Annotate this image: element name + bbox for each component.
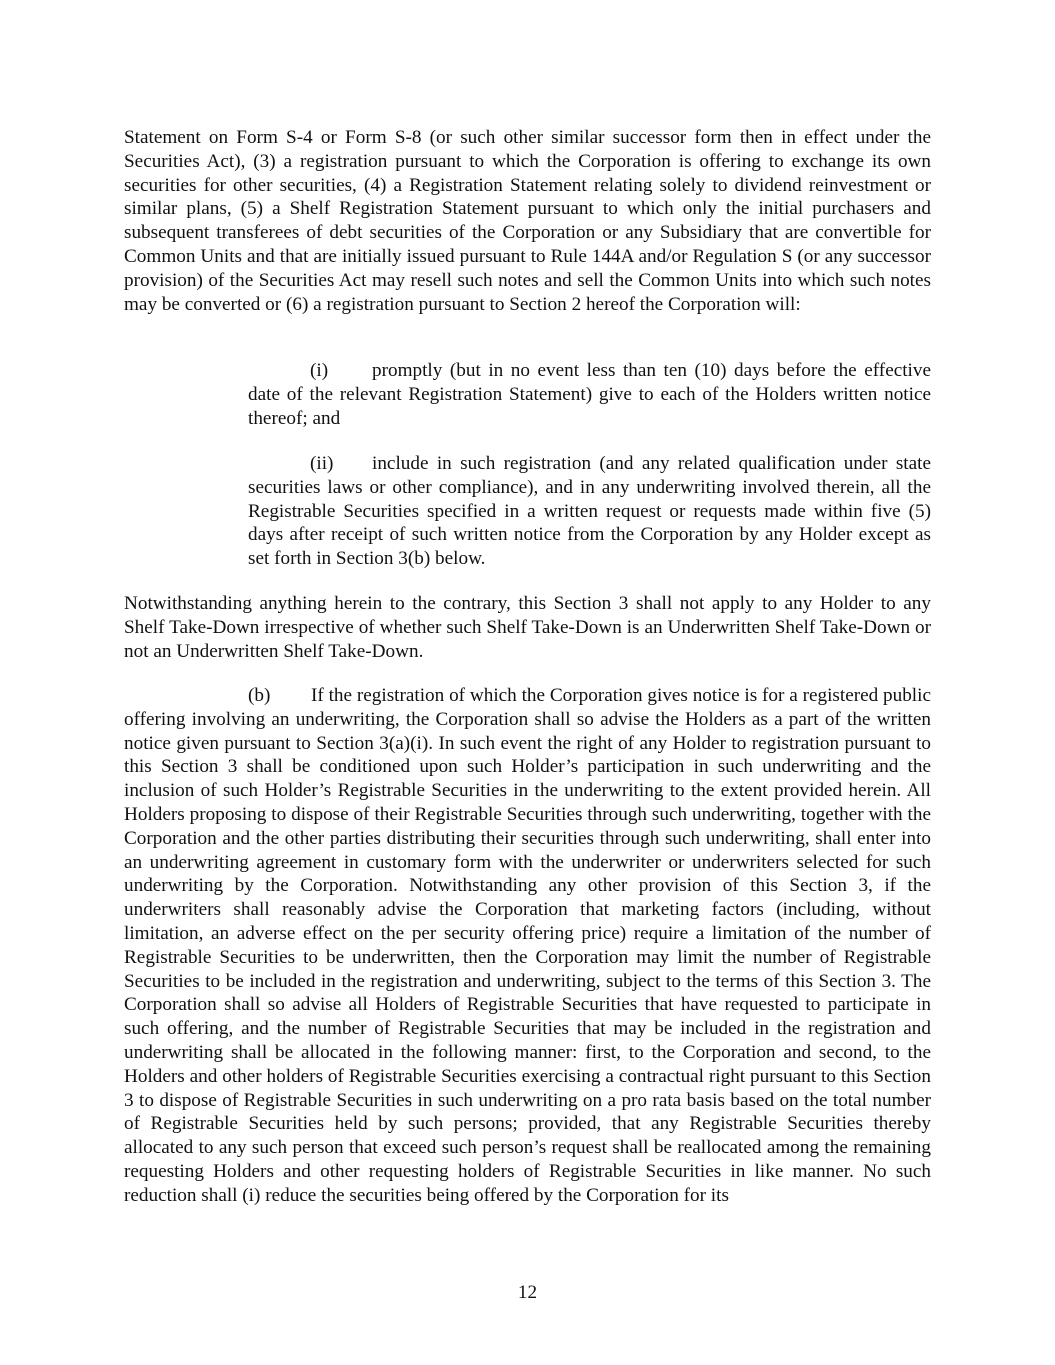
clause-text: include in such registration (and any related qualification under state securities laws or other compliance), and in any underwriting involved therein, all the Registrable Securities specified in a written request or requests made within five (5) days after receipt of such written notice from the Corporation by any Holder except as set forth in Section 3(b) below.	[248, 453, 931, 570]
paragraph-text: If the registration of which the Corporation gives notice is for a registered public offering involving an underwriting, the Corporation shall so advise the Holders as a part of the written notice given pursuant to Section 3(a)(i). In such event the right of any Holder to registration pursuant to this Section 3 shall be conditioned upon such Holder’s participation in such underwriting and the inclusion of such Holder’s Registrable Securities in the underwriting to the extent provided herein. All Holders proposing to dispose of their Registrable Securities through such underwriting, together with the Corporation and the other parties distributing their securities through such underwriting, shall enter into an underwriting agreement in customary form with the underwriter or underwriters selected for such underwriting by the Corporation. Notwithstanding any other provision of this Section 3, if the underwriters shall reasonably advise the Corporation that marketing factors (including, without limitation, an adverse effect on the per security offering price) require a limitation of the number of Registrable Securities to be underwritten, then the Corporation may limit the number of Registrable Securities to be included in the registration and underwriting, subject to the terms of this Section 3. The Corporation shall so advise all Holders of Registrable Securities that have requested to participate in such offering, and the number of Registrable Securities that may be included in the registration and underwriting shall be allocated in the following manner: first, to the Corporation and second, to the Holders and other holders of Registrable Securities exercising a contractual right pursuant to this Section 3 to dispose of Registrable Securities in such underwriting on a pro rata basis based on the total number of Registrable Securities held by such persons; provided, that any Registrable Securities thereby allocated to any such person that exceed such person’s request shall be reallocated among the remaining requesting Holders and other requesting holders of Registrable Securities in like manner. No such reduction shall (i) reduce the securities being offered by the Corporation for its	[124, 685, 931, 1206]
page-number: 12	[517, 1282, 538, 1303]
section-b-underwriting	[124, 684, 931, 1208]
clause-i-notice	[248, 359, 931, 430]
paragraph-form-exclusions	[124, 126, 931, 316]
clause-marker: (b)	[248, 685, 271, 706]
clause-ii-include	[248, 452, 931, 571]
paragraph-notwithstanding	[124, 592, 931, 663]
paragraph-text: Notwithstanding anything herein to the contrary, this Section 3 shall not apply to any Holder to any Shelf Take-Down irrespective of whether such Shelf Take-Down is an Underwritten Shelf Take-Down or not an Underwritten Shelf Take-Down.	[124, 593, 931, 662]
clause-text: promptly (but in no event less than ten (10) days before the effective date of the relevant Registration Statement) give to each of the Holders written notice thereof; and	[248, 360, 931, 429]
clause-marker: (i)	[310, 360, 329, 381]
paragraph-text: Statement on Form S-4 or Form S-8 (or such other similar successor form then in effect under the Securities Act), (3) a registration pursuant to which the Corporation is offering to exchange its own securities for other securities, (4) a Registration Statement relating solely to dividend reinvestment or similar plans, (5) a Shelf Registration Statement pursuant to which only the initial purchasers and subsequent transferees of debt securities of the Corporation or any Subsidiary that are convertible for Common Units and that are initially issued pursuant to Rule 144A and/or Regulation S (or any successor provision) of the Securities Act may resell such notes and sell the Common Units into which such notes may be converted or (6) a registration pursuant to Section 2 hereof the Corporation will:	[124, 127, 931, 315]
clause-marker: (ii)	[310, 453, 334, 474]
